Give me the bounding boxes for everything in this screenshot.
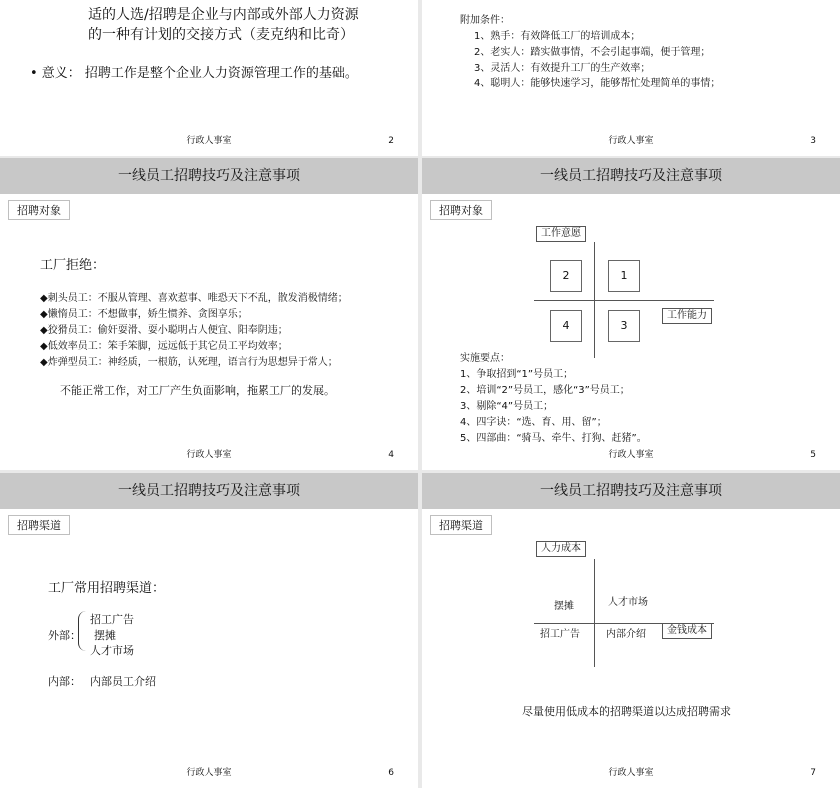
footer-label: 行政人事室 (186, 768, 232, 778)
slide4-conclusion: 不能正常工作，对工厂产生负面影响，拖累工厂的发展。 (60, 384, 335, 397)
list-item: 3、剔除“4”号员工； (460, 401, 554, 412)
list-item: 3、灵活人：有效提升工厂的生产效率； (474, 63, 651, 74)
slide-3 (422, 0, 840, 156)
slide-header: 一线员工招聘技巧及注意事项 (422, 158, 840, 194)
slide-7 (422, 473, 840, 788)
list-item: 5、四部曲：“骑马、牵牛、打狗、赶猪”。 (460, 433, 647, 444)
x-axis-label: 金钱成本 (662, 623, 712, 639)
footer-label: 行政人事室 (608, 768, 654, 778)
y-axis-line (594, 559, 595, 667)
section-tag: 招聘对象 (430, 200, 492, 220)
slide2-line1: 适的人选/招聘是企业与内部或外部人力资源 (88, 7, 359, 23)
slide2-line2: 的一种有计划的交接方式（麦克纳和比奇） (88, 27, 354, 43)
list-item: 招工广告 (90, 613, 134, 626)
quadrant-4: 4 (550, 310, 582, 342)
list-item: ◆刺头员工：不服从管理、喜欢惹事、唯恐天下不乱，散发消极情绪； (40, 293, 348, 304)
x-axis-label: 工作能力 (662, 308, 712, 324)
external-label: 外部： (48, 629, 81, 642)
y-axis-label: 人力成本 (536, 541, 586, 557)
slide-header: 一线员工招聘技巧及注意事项 (422, 473, 840, 509)
list-item: ◆懒惰员工：不想做事，娇生惯养、贪图享乐； (40, 309, 248, 320)
brace (78, 611, 87, 651)
page-number: 7 (810, 768, 816, 778)
list-item: 1、争取招到“1”号员工； (460, 369, 574, 380)
quadrant-2: 2 (550, 260, 582, 292)
section-tag: 招聘对象 (8, 200, 70, 220)
slide7-caption: 尽量使用低成本的招聘渠道以达成招聘需求 (522, 705, 731, 718)
list-item: 2、老实人：踏实做事情，不会引起事端，便于管理； (474, 47, 711, 58)
quadrant-1: 1 (608, 260, 640, 292)
page-number: 3 (810, 136, 816, 146)
slide5-heading: 实施要点： (460, 353, 510, 364)
internal-item: 内部员工介绍 (90, 675, 156, 688)
quadrant-bottom-right: 内部介绍 (606, 629, 646, 640)
quadrant-bottom-left: 招工广告 (540, 629, 580, 640)
list-item: ◆低效率员工：笨手笨脚，远远低于其它员工平均效率； (40, 341, 288, 352)
list-item: 人才市场 (90, 644, 134, 657)
page-number: 6 (388, 768, 394, 778)
slide2-bullet: • 意义： 招聘工作是整个企业人力资源管理工作的基础。 (30, 66, 358, 81)
slide-5 (422, 158, 840, 470)
quadrant-3: 3 (608, 310, 640, 342)
footer-label: 行政人事室 (186, 450, 232, 460)
list-item: 1、熟手：有效降低工厂的培训成本； (474, 31, 641, 42)
footer-label: 行政人事室 (186, 136, 232, 146)
page-number: 2 (388, 136, 394, 146)
slide-header: 一线员工招聘技巧及注意事项 (0, 158, 418, 194)
slide4-heading: 工厂拒绝： (40, 258, 106, 273)
list-item: 4、聪明人：能够快速学习，能够帮忙处理简单的事情； (474, 78, 721, 89)
internal-label: 内部： (48, 675, 81, 688)
slide-4 (0, 158, 418, 470)
list-item: ◆狡猾员工：偷奸耍滑、耍小聪明占人便宜、阳奉阴违； (40, 325, 288, 336)
slide3-heading: 附加条件： (460, 15, 510, 26)
slide-header: 一线员工招聘技巧及注意事项 (0, 473, 418, 509)
page-number: 5 (810, 450, 816, 460)
x-axis-line (534, 300, 714, 301)
slide-6 (0, 473, 418, 788)
y-axis-label: 工作意愿 (536, 226, 586, 242)
list-item: ◆炸弹型员工：神经质，一根筋，认死理，语言行为思想异于常人； (40, 357, 338, 368)
list-item: 4、四字诀：“选、育、用、留”； (460, 417, 607, 428)
footer-label: 行政人事室 (608, 450, 654, 460)
quadrant-top-right: 人才市场 (608, 597, 648, 608)
footer-label: 行政人事室 (608, 136, 654, 146)
quadrant-top-left: 摆摊 (554, 601, 574, 612)
page-number: 4 (388, 450, 394, 460)
list-item: 2、培训“2”号员工，感化“3”号员工； (460, 385, 630, 396)
slide-2 (0, 0, 418, 156)
list-item: 摆摊 (94, 629, 116, 642)
section-tag: 招聘渠道 (8, 515, 70, 535)
slide6-heading: 工厂常用招聘渠道： (48, 581, 166, 596)
section-tag: 招聘渠道 (430, 515, 492, 535)
